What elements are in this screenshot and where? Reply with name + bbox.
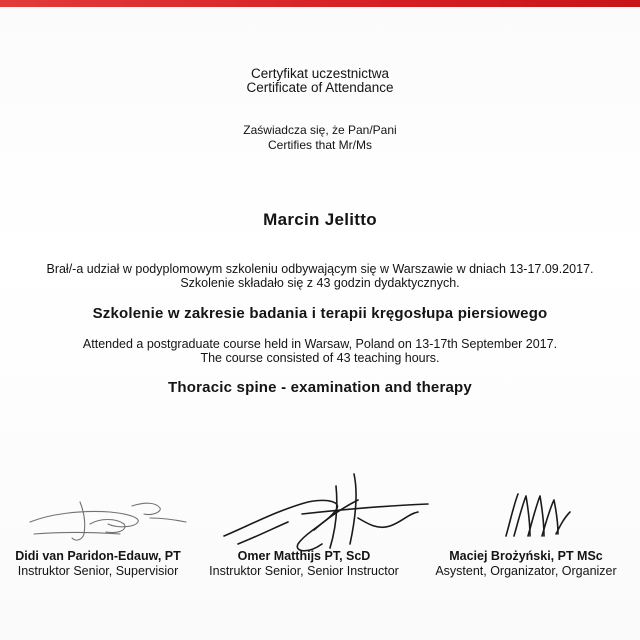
statement-pl-line-2: Szkolenie składało się z 43 godzin dydaktycznych. <box>180 276 460 290</box>
course-title-pl: Szkolenie w zakresie badania i terapii kręgosłupa piersiowego <box>92 305 548 322</box>
red-top-band <box>0 0 640 7</box>
signer-2-name: Omer Matthijs PT, ScD <box>237 549 371 563</box>
statement-en-line-1: Attended a postgraduate course held in Warsaw, Poland on 13-17th September 2017. <box>82 337 558 351</box>
course-title-en: Thoracic spine - examination and therapy <box>168 379 472 396</box>
certificate-title-en: Certificate of Attendance <box>246 80 394 95</box>
signer-block-2 <box>196 549 412 578</box>
signer-2-role: Instruktor Senior, Senior Instructor <box>209 564 399 578</box>
signer-block-3 <box>412 549 640 578</box>
signer-3-name: Maciej Brożyński, PT MSc <box>449 549 603 563</box>
signer-3-role: Asystent, Organizator, Organizer <box>435 564 617 578</box>
participant-name: Marcin Jelitto <box>263 210 377 229</box>
statement-pl-line-1: Brał/-a udział w podyplomowym szkoleniu odbywającym się w Warszawie w dniach 13-17.09.2017. <box>46 262 594 276</box>
certifies-text-pl: Zaświadcza się, że Pan/Pani <box>243 123 397 137</box>
certifies-text-en: Certifies that Mr/Ms <box>267 138 372 152</box>
signer-block-1 <box>0 549 196 578</box>
signature-1-image <box>20 488 200 548</box>
signature-3-image <box>500 486 580 546</box>
signer-1-name: Didi van Paridon-Edauw, PT <box>15 549 181 563</box>
statement-en-line-2: The course consisted of 43 teaching hours. <box>200 351 440 365</box>
signer-1-role: Instruktor Senior, Supervisior <box>17 564 179 578</box>
certificate-title-pl: Certyfikat uczestnictwa <box>250 66 390 81</box>
